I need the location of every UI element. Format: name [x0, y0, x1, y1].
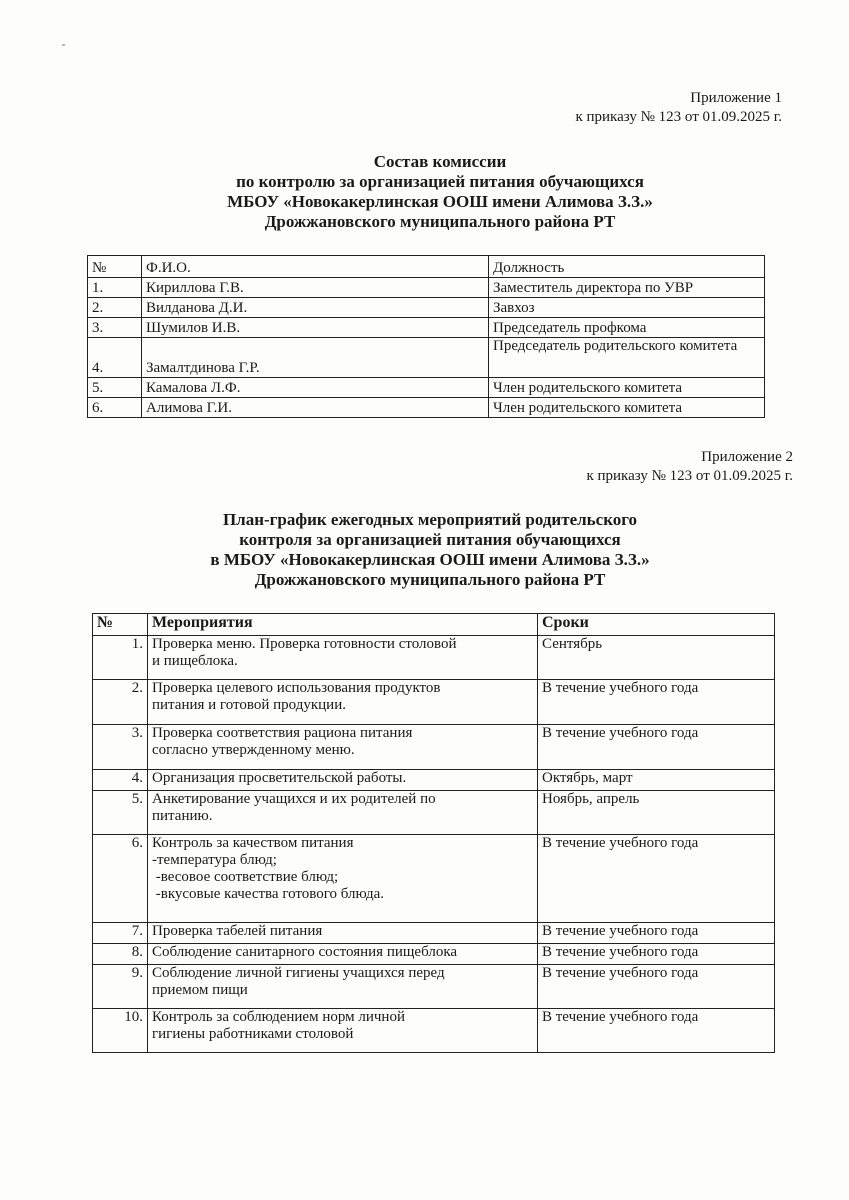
activity-line: Соблюдение санитарного состояния пищеблока: [152, 944, 458, 960]
table-row: [93, 944, 775, 965]
member-position: Заместитель директора по УВР: [489, 278, 765, 298]
row-number: 1.: [93, 636, 148, 680]
term-cell: Ноябрь, апрель: [538, 791, 775, 835]
table-row: [88, 318, 765, 338]
activity-cell: [148, 944, 538, 965]
activity-line: Проверка табелей питания: [152, 923, 323, 939]
commission-title-line: Дрожжановского муниципального района РТ: [264, 212, 616, 231]
commission-title-line: по контролю за организацией питания обучающихся: [236, 172, 644, 191]
commission-table: [87, 255, 765, 418]
activity-line: Проверка соответствия рациона питания: [152, 725, 413, 741]
plan-title: [170, 510, 690, 590]
column-header: №: [93, 614, 148, 636]
column-header: Должность: [489, 256, 765, 278]
appendix-2-title: Приложение 2: [701, 449, 793, 465]
row-number: 5.: [88, 378, 142, 398]
activity-cell: [148, 965, 538, 1009]
scan-speck: [62, 44, 65, 46]
term-cell: В течение учебного года: [538, 1009, 775, 1053]
table-row: [88, 398, 765, 418]
activity-line: -вкусовые качества готового блюда.: [152, 886, 385, 902]
activity-line: Организация просветительской работы.: [152, 770, 407, 786]
activity-line: питанию.: [152, 808, 213, 824]
commission-title-line: Состав комиссии: [373, 152, 507, 171]
term-cell: В течение учебного года: [538, 965, 775, 1009]
member-name: Замалтдинова Г.Р.: [142, 338, 489, 378]
activity-cell: [148, 770, 538, 791]
activity-line: Контроль за соблюдением норм личной: [152, 1009, 405, 1025]
member-position: Председатель родительского комитета: [489, 338, 765, 378]
member-name: Шумилов И.В.: [142, 318, 489, 338]
activity-line: Проверка целевого использования продуктов: [152, 680, 441, 696]
column-header: Сроки: [538, 614, 775, 636]
plan-title-line: контроля за организацией питания обучающихся: [239, 530, 621, 549]
row-number: 6.: [88, 398, 142, 418]
activity-line: питания и готовой продукции.: [152, 697, 346, 713]
plan-title-line: План-график ежегодных мероприятий родительского: [222, 510, 638, 529]
term-cell: В течение учебного года: [538, 680, 775, 725]
activity-cell: [148, 791, 538, 835]
term-cell: В течение учебного года: [538, 725, 775, 770]
appendix-1-order-ref: к приказу № 123 от 01.09.2025 г.: [575, 109, 782, 125]
row-number: 6.: [93, 835, 148, 923]
activity-cell: [148, 680, 538, 725]
plan-title-line: в МБОУ «Новокакерлинская ООШ имени Алимова З.З.»: [210, 550, 650, 569]
row-number: 4.: [88, 338, 142, 378]
table-row: [88, 338, 765, 378]
row-number: 2.: [88, 298, 142, 318]
member-name: Кириллова Г.В.: [142, 278, 489, 298]
table-row: [93, 965, 775, 1009]
member-position: Член родительского комитета: [489, 378, 765, 398]
table-row: [93, 725, 775, 770]
member-position: Член родительского комитета: [489, 398, 765, 418]
table-row: [93, 835, 775, 923]
row-number: 2.: [93, 680, 148, 725]
column-header: Мероприятия: [148, 614, 538, 636]
term-cell: Октябрь, март: [538, 770, 775, 791]
term-cell: В течение учебного года: [538, 944, 775, 965]
activity-line: Анкетирование учащихся и их родителей по: [152, 791, 436, 807]
activity-line: согласно утвержденному меню.: [152, 742, 355, 758]
column-header: №: [88, 256, 142, 278]
activity-line: приемом пищи: [152, 982, 248, 998]
row-number: 10.: [93, 1009, 148, 1053]
commission-title-line: МБОУ «Новокакерлинская ООШ имени Алимова З.З.»: [227, 192, 653, 211]
table-row: [88, 298, 765, 318]
row-number: 5.: [93, 791, 148, 835]
table-header-row: [88, 256, 765, 278]
table-row: [93, 680, 775, 725]
activity-line: Контроль за качеством питания: [152, 835, 354, 851]
table-row: [93, 636, 775, 680]
term-cell: В течение учебного года: [538, 835, 775, 923]
row-number: 4.: [93, 770, 148, 791]
row-number: 3.: [93, 725, 148, 770]
activity-line: Проверка меню. Проверка готовности столовой: [152, 636, 457, 652]
activity-cell: [148, 923, 538, 944]
column-header: Ф.И.О.: [142, 256, 489, 278]
table-row: [88, 378, 765, 398]
activity-line: гигиены работниками столовой: [152, 1026, 354, 1042]
activity-line: -температура блюд;: [152, 852, 277, 868]
table-row: [93, 770, 775, 791]
row-number: 9.: [93, 965, 148, 1009]
table-header-row: [93, 614, 775, 636]
plan-title-line: Дрожжановского муниципального района РТ: [254, 570, 606, 589]
row-number: 8.: [93, 944, 148, 965]
appendix-1-title: Приложение 1: [690, 90, 782, 106]
member-position: Председатель профкома: [489, 318, 765, 338]
row-number: 7.: [93, 923, 148, 944]
table-row: [88, 278, 765, 298]
table-row: [93, 923, 775, 944]
activity-cell: [148, 725, 538, 770]
commission-title: [150, 152, 730, 232]
member-name: Камалова Л.Ф.: [142, 378, 489, 398]
activity-cell: [148, 1009, 538, 1053]
member-name: Алимова Г.И.: [142, 398, 489, 418]
activity-line: и пищеблока.: [152, 653, 238, 669]
table-row: [93, 1009, 775, 1053]
appendix-2-order-ref: к приказу № 123 от 01.09.2025 г.: [586, 468, 793, 484]
table-row: [93, 791, 775, 835]
activity-line: -весовое соответствие блюд;: [152, 869, 339, 885]
appendix-2-header: [586, 448, 793, 486]
activity-cell: [148, 835, 538, 923]
member-name: Вилданова Д.И.: [142, 298, 489, 318]
member-position: Завхоз: [489, 298, 765, 318]
term-cell: Сентябрь: [538, 636, 775, 680]
row-number: 1.: [88, 278, 142, 298]
activity-line: Соблюдение личной гигиены учащихся перед: [152, 965, 445, 981]
row-number: 3.: [88, 318, 142, 338]
term-cell: В течение учебного года: [538, 923, 775, 944]
appendix-1-header: [575, 89, 782, 127]
activity-cell: [148, 636, 538, 680]
plan-table: [92, 613, 775, 1053]
